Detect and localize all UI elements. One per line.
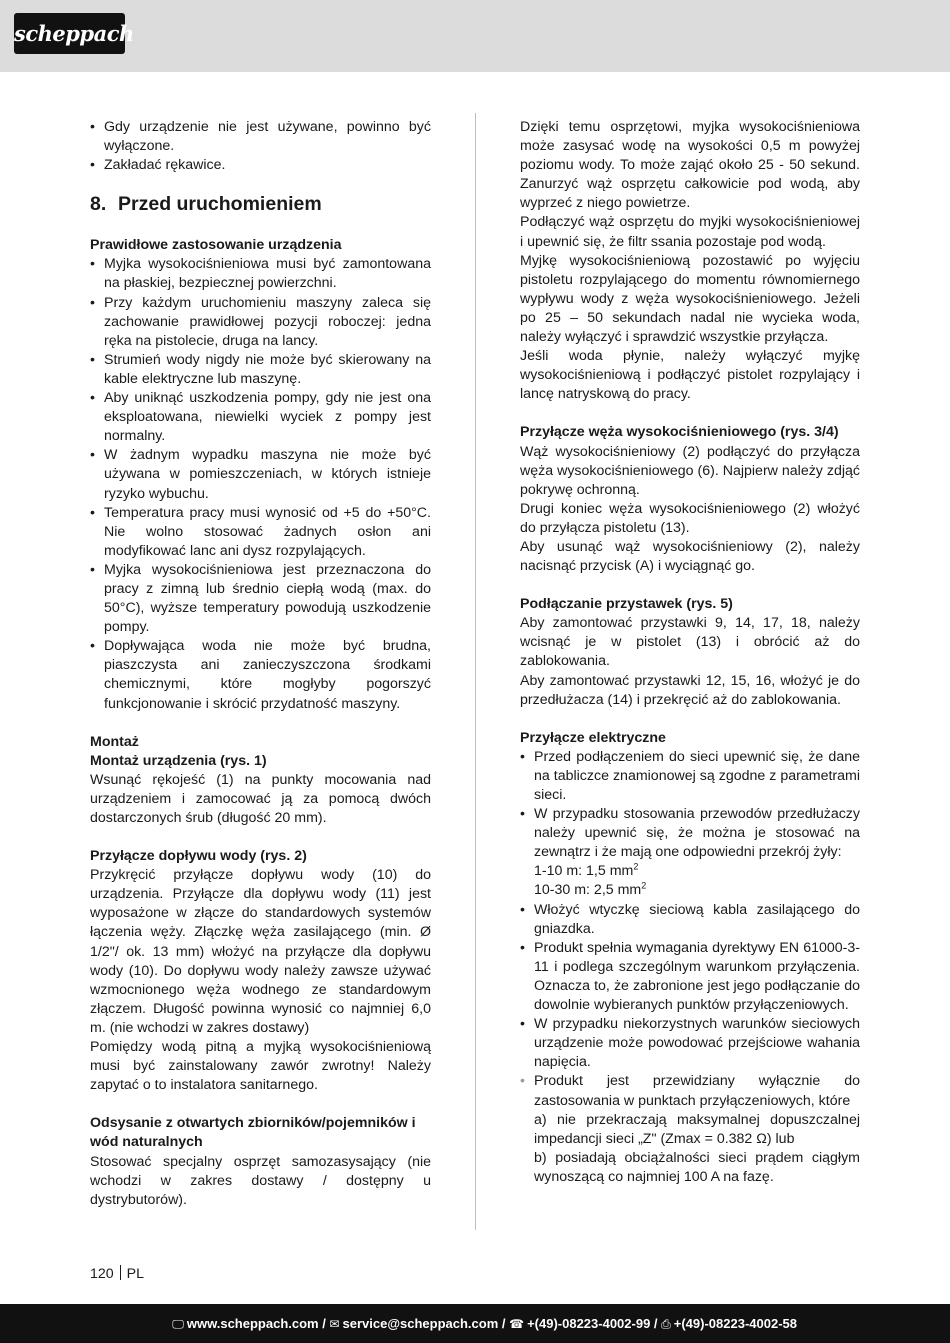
elec-heading: Przyłącze elektryczne [520,729,666,746]
elec-b1-text: Przed podłączeniem do sieci upewnić się, że dane na tabliczce znamionowej są zgodne z parametrami sieci. [534,748,860,803]
section-heading [90,192,431,216]
elec-b6-text: Produkt jest przewidziany wyłącznie do zastosowania w punktach przyłączeniowych, które [534,1073,860,1109]
suction-cont-1: Dzięki temu osprzętowi, myjka wysokociśnieniowa może zasysać wodę na wysokości 0,5 m powyżej poziomu wody. To może zająć około 25 - 50 sekund. Zanurzyć wąż osprzętu całkowicie pod wodą, aby wyprzeć z niego powietrze. [520,119,860,212]
suction-heading: Odsysanie z otwartych zbiorników/pojemników i wód naturalnych [90,1115,416,1151]
cable-spec-text: 1-10 m: 1,5 mm [534,863,634,880]
footer-separator: / [498,1316,510,1331]
page-number [90,1265,144,1282]
section-number: 8. [90,193,107,216]
elec-b6-option-b: b) posiadają obciążalności sieci prądem ciągłym wynoszącą co najmniej 100 A na fazę. [534,1149,860,1185]
list-item [520,1015,860,1072]
footer-phone: +(49)-08223-4002-99 [527,1316,651,1331]
list-item [520,939,860,1015]
usage-heading: Prawidłowe zastosowanie urządzenia [90,237,342,254]
suction-cont-2: Podłączyć wąż osprzętu do myjki wysokociśnieniowej i upewnić się, że filtr ssania pozostaje pod wodą. [520,214,860,250]
superscript: 2 [633,861,639,872]
mail-icon: ✉ [329,1317,340,1331]
footer-separator: / [650,1316,662,1331]
suction-cont-3: Myjkę wysokociśnieniową pozostawić po wyjęciu pistoletu rozpylającego do momentu równomiernego wypływu wody z węża wysokociśnieniowego. Jeżeli po 25 – 50 sekundach nadal nie wycieka woda, należy wyłączyć i sprawdzić wszystkie przyłącza. [520,252,860,346]
water-heading: Przyłącze dopływu wody (rys. 2) [90,848,307,865]
elec-b4-text: Produkt spełnia wymagania dyrektywy EN 61000-3-11 i podlega szczególnym warunkom przyłączenia. Oznacza to, że zabronione jest jego podłączanie do dowolnie wybieranych punktów przyłączeniowych. [534,939,860,1014]
cable-spec-line [534,881,860,900]
water-text-1: Przykręcić przyłącze dopływu wody (10) do urządzenia. Przyłącze dla dopływu wody (11) jest wyposażone w złącze do standardowych systemów łączenia węży. Złączkę węża zasilającego (min. Ø 1/2"/ ok. 13 mm) włożyć na przyłącze dla dopływu wody (10). Do dopływu wody należy zawsze używać wzmocnionego węża wodnego ze standardowym złączem. Długość powinna wynosić co najmniej 6,0 m. (nie wchodzi w zakres dostawy) [90,867,431,1036]
list-item: • Przy każdym uruchomieniu maszyny zaleca się zachowanie prawidłowej pozycji roboczej: jedna ręka na pistolecie, druga na lancy. [90,294,431,351]
list-item: • Zakładać rękawice. [90,156,431,175]
footer-web: www.scheppach.com [186,1316,319,1331]
elec-b2-text: W przypadku stosowania przewodów przedłużaczy należy upewnić się, że można je stosować na zewnątrz i że mają one odpowiedni przekrój żyły: [534,806,860,861]
footer-fax: +(49)-08223-4002-58 [673,1316,797,1331]
list-item: • Myjka wysokociśnieniowa jest przeznaczona do pracy z zimną lub średnio ciepłą wodą (max. do 50°C), wyższe temperatury powodują uszkodzenie pompy. [90,561,431,637]
list-item: • Myjka wysokociśnieniowa musi być zamontowana na płaskiej, bezpiecznej powierzchni. [90,255,431,293]
list-item: • W żadnym wypadku maszyna nie może być używana w pomieszczeniach, w których istnieje ryzyko wybuchu. [90,446,431,503]
footer-bar [0,1304,950,1343]
hose-text-3: Aby usunąć wąż wysokociśnieniowy (2), należy nacisnąć przycisk (A) i wyciągnąć go. [520,538,860,575]
list-item: • Aby uniknąć uszkodzenia pompy, gdy nie jest ona eksploatowana, niewielki wyciek z pompy jest normalny. [90,389,431,446]
list-item [520,901,860,939]
list-item: • Strumień wody nigdy nie może być skierowany na kable elektryczne lub maszynę. [90,351,431,389]
water-text-2: Pomiędzy wodą pitną a myjką wysokociśnieniową musi być zainstalowany zawór zwrotny! Należy zapytać o to instalatora sanitarnego. [90,1039,431,1094]
footer-separator: / [318,1316,330,1331]
left-column [90,118,431,1210]
right-column [520,118,860,1187]
elec-b3-text: Włożyć wtyczkę sieciową kabla zasilającego do gniazdka. [534,901,860,937]
attach-heading: Podłączanie przystawek (rys. 5) [520,596,733,613]
suction-cont-4: Jeśli woda płynie, należy wyłączyć myjkę wysokociśnieniową i podłączyć pistolet rozpylający i lancę natryskową do pracy. [520,348,860,403]
elec-b5-text: W przypadku niekorzystnych warunków sieciowych urządzenie może powodować przejściowe wahania napięcia. [534,1016,860,1071]
intro-bullet-list [90,118,431,175]
footer-email: service@scheppach.com [342,1316,499,1331]
fax-icon: ⎙ [661,1317,671,1331]
list-item: • Dopływająca woda nie może być brudna, piaszczysta ani zanieczyszczona środkami chemicznymi, które mogłyby pogorszyć funkcjonowanie i skrócić przydatność maszyny. [90,637,431,713]
elec-bullet-list [520,748,860,1187]
page-number-value: 120 [90,1266,114,1282]
page-separator [120,1265,121,1280]
elec-b6-option-a: a) nie przekraczają maksymalnej dopuszczalnej impedancji sieci „Z" (Zmax = 0.382 Ω) lub [534,1111,860,1147]
hose-heading: Przyłącze węża wysokociśnieniowego (rys. 3/4) [520,424,839,441]
column-divider [475,113,476,1230]
suction-text: Stosować specjalny osprzęt samozasysający (nie wchodzi w zakres dostawy / dostępny u dystrybutorów). [90,1153,431,1208]
list-item [520,1072,860,1187]
section-title: Przed uruchomieniem [118,193,322,216]
list-item: • Temperatura pracy musi wynosić od +5 do +50°C. Nie wolno stosować żadnych osłon ani modyfikować lanc ani dysz rozpylających. [90,504,431,561]
list-item [520,805,860,900]
header-band [0,0,950,72]
usage-bullet-list [90,255,431,713]
brand-logo [14,13,134,54]
superscript: 2 [641,880,647,891]
attach-text-1: Aby zamontować przystawki 9, 14, 17, 18, należy wcisnąć je w pistolet (13) i obrócić aż do zablokowania. [520,615,860,670]
list-item: • Gdy urządzenie nie jest używane, powinno być wyłączone. [90,118,431,156]
cable-spec-line [534,862,860,881]
list-item [520,748,860,805]
page-language: PL [126,1266,145,1282]
phone-icon: ☎ [509,1317,525,1331]
cable-spec-text: 10-30 m: 2,5 mm [534,882,642,899]
hose-text-1: Wąż wysokociśnieniowy (2) podłączyć do przyłącza węża wysokociśnieniowego (6). Najpierw należy zdjąć pokrywę ochronną. [520,443,860,498]
attach-text-2: Aby zamontować przystawki 12, 15, 16, włożyć je do przedłużacza (14) i przekręcić aż do zablokowania. [520,672,860,708]
hose-text-2: Drugi koniec węża wysokociśnieniowego (2) włożyć do przyłącza pistoletu (13). [520,500,860,536]
computer-icon: 🖵 [172,1317,184,1331]
montaz-heading: Montaż [90,733,139,750]
montaz-sub-heading: Montaż urządzenia (rys. 1) [90,752,267,769]
montaz-text: Wsunąć rękojeść (1) na punkty mocowania nad urządzeniem i zamocować ją za pomocą dwóch dostarczonych śrub (długość 20 mm). [90,771,431,826]
logo-text: scheppach [14,21,134,46]
